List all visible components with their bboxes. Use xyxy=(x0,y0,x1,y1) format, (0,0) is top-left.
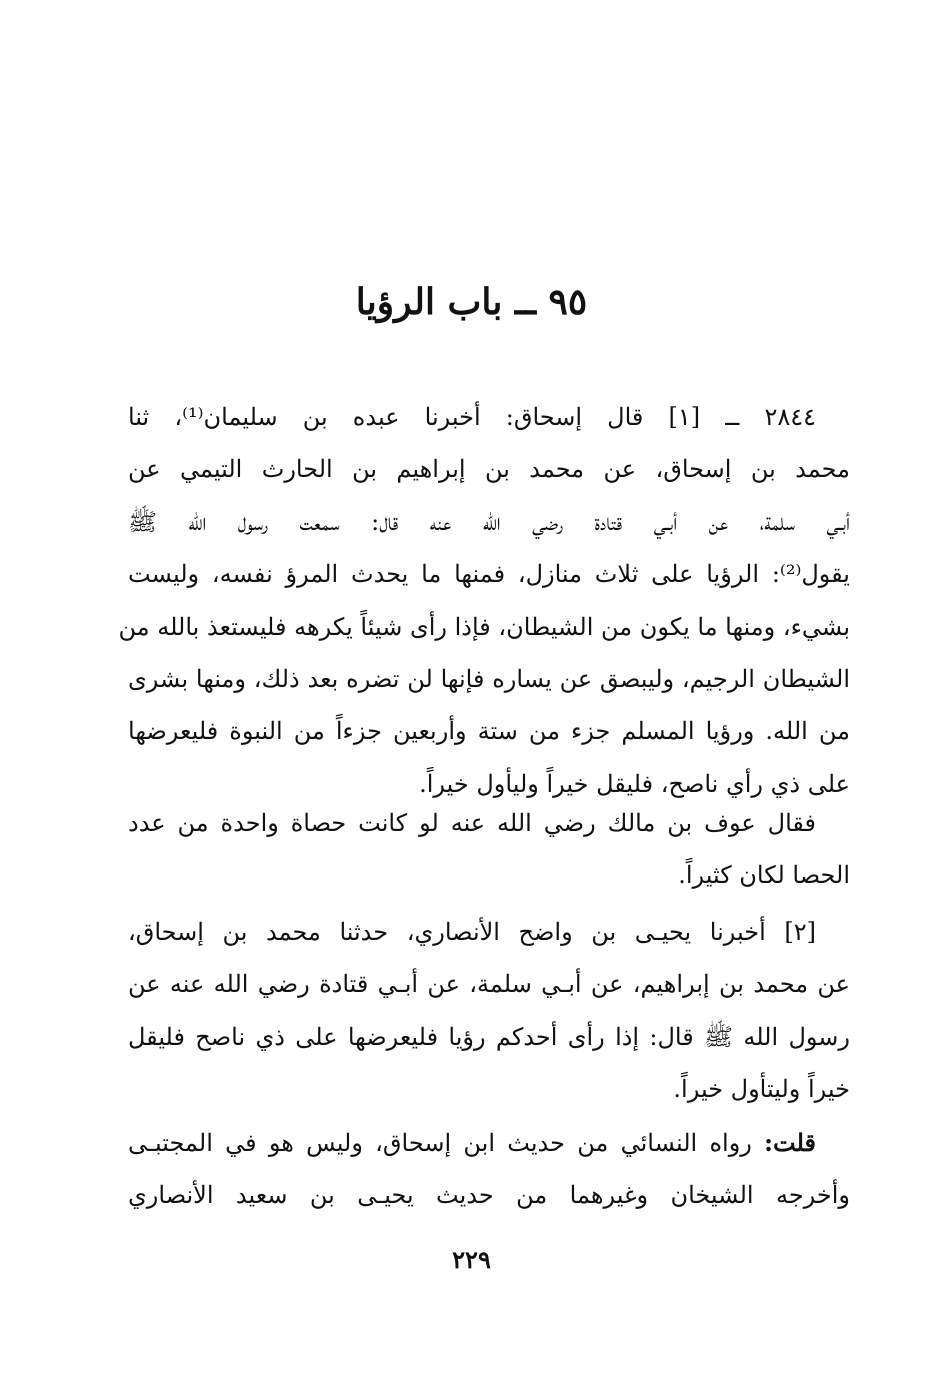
text-line: فقال عوف بن مالك رضي الله عنه لو كانت حصاة واحدة من عدد xyxy=(128,809,816,837)
text-line: الحصا لكان كثيراً. xyxy=(678,861,850,890)
text-line: أبـي سلمة، عن أبـي قتادة رضي الله عنه قال: سمعت رسول الله ﷺ xyxy=(128,507,850,536)
paragraph-hadith-2844 xyxy=(118,391,850,810)
text-line: وأخرجه الشيخان وغيرهما من حديث يحيـى بن سعيد الأنصاري xyxy=(128,1181,850,1210)
text-line: يقول⁽²⁾: الرؤيا على ثلاث منازل، فمنها ما يحدث المرؤ نفسه، وليست xyxy=(128,560,850,589)
text-line: خيراً وليتأول خيراً. xyxy=(673,1075,850,1104)
text-line xyxy=(128,1117,850,1169)
text-line: رسول الله ﷺ قال: إذا رأى أحدكم رؤيا فليعرضها على ذي ناصح فليقل xyxy=(128,1022,850,1051)
paragraph-awf-comment xyxy=(128,797,850,902)
text-line: عن محمد بن إبراهيم، عن أبـي سلمة، عن أبـي قتادة رضي الله عنه عن xyxy=(128,970,850,999)
page-number: ٢٢٩ xyxy=(452,1245,491,1274)
text-line: من الله. ورؤيا المسلم جزء من ستة وأربعين جزءاً من النبوة فليعرضها xyxy=(128,717,850,746)
text-line: ٢٨٤٤ ــ [١] قال إسحاق: أخبرنا عبده بن سليمان⁽¹⁾، ثنا xyxy=(128,403,816,431)
paragraph-second-narration xyxy=(128,906,850,1116)
paragraph-author-note xyxy=(128,1117,850,1222)
text-line: [٢] أخبرنا يحيـى بن واضح الأنصاري، حدثنا محمد بن إسحاق، xyxy=(128,918,816,946)
text-line: محمد بن إسحاق، عن محمد بن إبراهيم بن الحارث التيمي عن xyxy=(128,455,850,484)
chapter-title: ٩٥ ــ باب الرؤيا xyxy=(355,281,588,323)
note-lead: قلت: xyxy=(764,1128,816,1157)
note-text: رواه النسائي من حديث ابن إسحاق، وليس هو في المجتبـى xyxy=(128,1129,765,1157)
text-line: الشيطان الرجيم، وليبصق عن يساره فإنها لن تضره بعد ذلك، ومنها بشرى xyxy=(128,664,850,693)
text-line: على ذي رأي ناصح، فليقل خيراً وليأول خيراً. xyxy=(419,769,850,798)
text-line: بشيء، ومنها ما يكون من الشيطان، فإذا رأى شيئاً يكرهه فليستعذ بالله من xyxy=(118,612,850,641)
